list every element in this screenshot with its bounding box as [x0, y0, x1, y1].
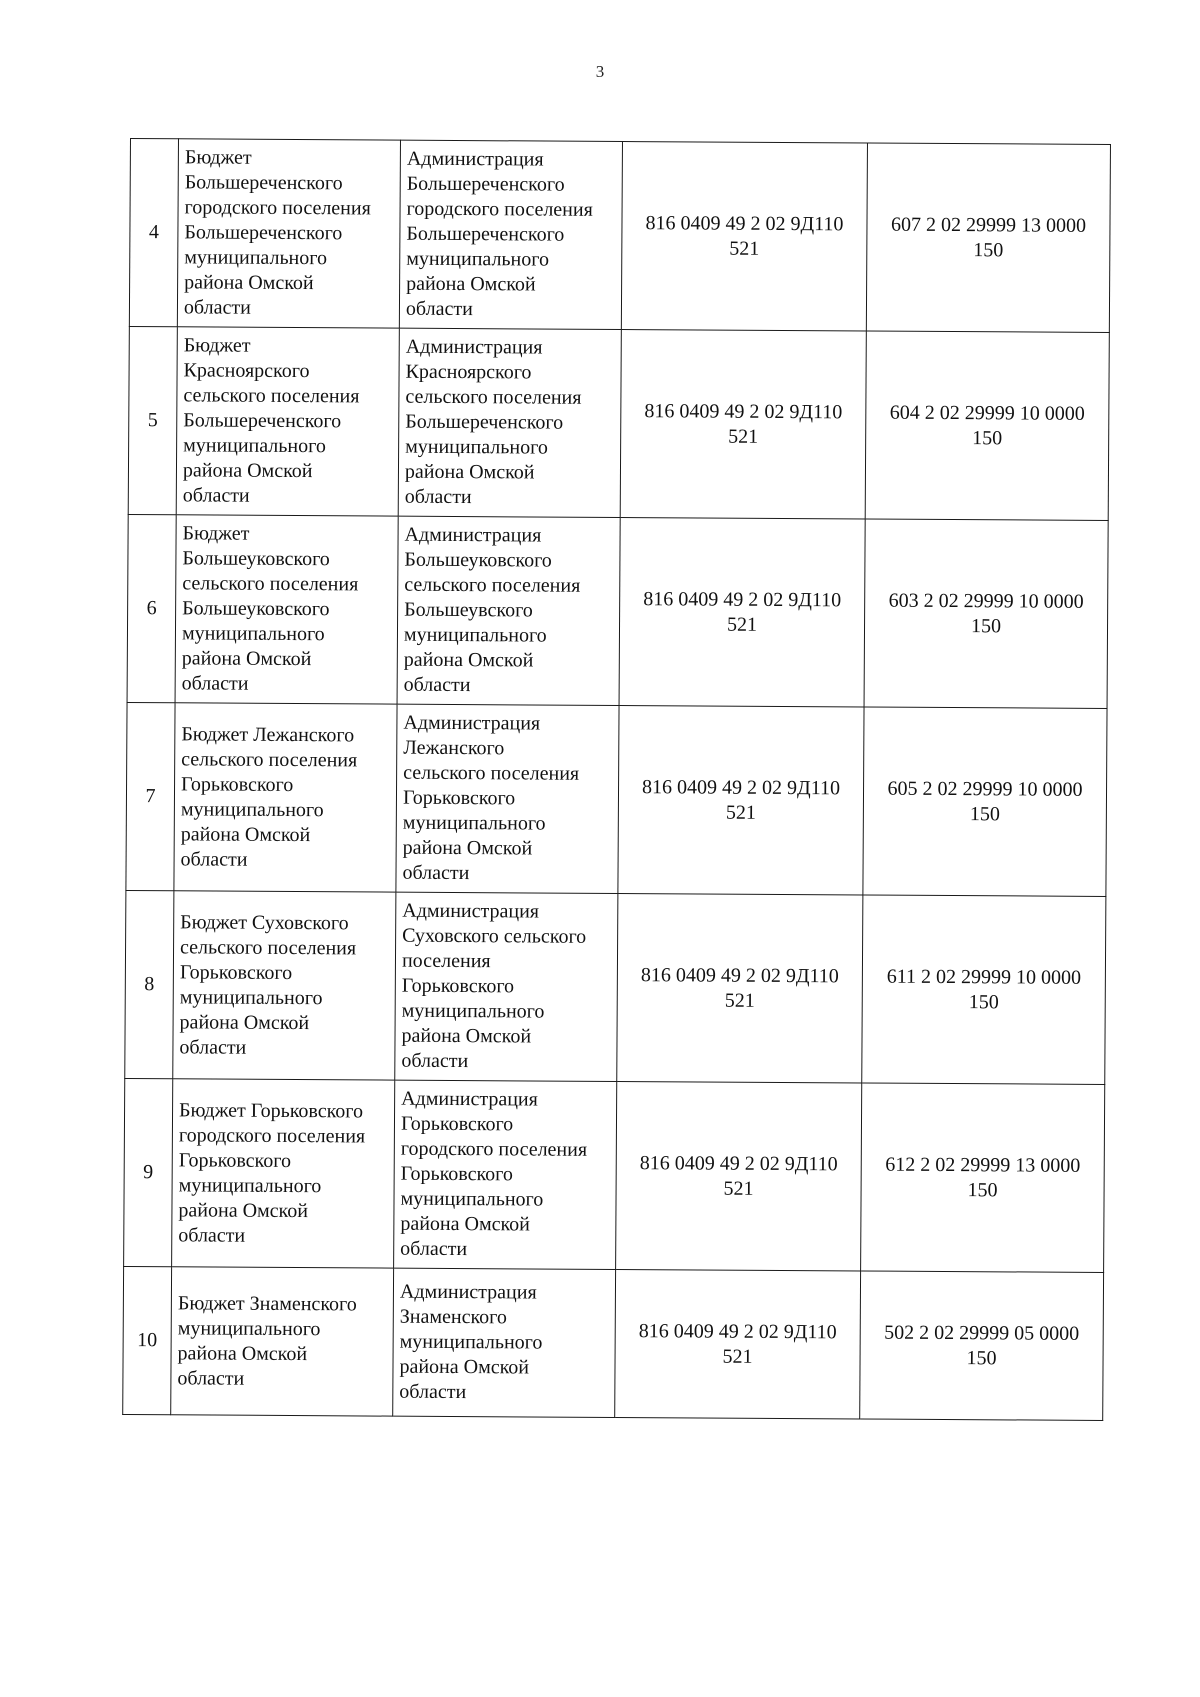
table-row [123, 1266, 1104, 1420]
expense-code-cell [618, 705, 864, 894]
budget-name-cell [173, 891, 396, 1080]
budget-name: Бюджет Большеуковского сельского поселения Большеуковского муниципального района Омской области [181, 522, 359, 695]
administrator-name: Администрация Большереченского городского поселения Большереченского муниципального района Омской области [405, 147, 593, 321]
expense-code: 816 0409 49 2 02 9Д110 521 [643, 587, 842, 636]
table-row [127, 514, 1108, 708]
expense-code: 816 0409 49 2 02 9Д110 521 [639, 1151, 838, 1200]
budget-name-cell [171, 1267, 394, 1416]
budget-name: Бюджет Большереченского городского поселения Большереченского муниципального района Омской области [183, 146, 371, 319]
budget-name: Бюджет Знаменского муниципального района Омской области [177, 1291, 357, 1390]
budget-name-cell [177, 139, 400, 328]
row-number: 9 [124, 1078, 173, 1266]
revenue-code: 603 2 02 29999 10 0000 150 [888, 589, 1084, 637]
revenue-code-cell [864, 519, 1108, 708]
budget-name: Бюджет Суховского сельского поселения Горьковского муниципального района Омской области [179, 910, 357, 1059]
expense-code-cell [621, 142, 867, 331]
expense-code: 816 0409 49 2 02 9Д110 521 [638, 1319, 837, 1368]
expense-code-cell [616, 1081, 862, 1270]
revenue-code: 605 2 02 29999 10 0000 150 [887, 777, 1083, 825]
page-number: 3 [595, 62, 605, 81]
administrator-name: Администрация Горьковского городского поселения Горьковского муниципального района Омской области [400, 1087, 588, 1261]
row-number: 10 [123, 1266, 172, 1414]
expense-code: 816 0409 49 2 02 9Д110 521 [644, 399, 843, 448]
budget-name-cell [174, 703, 397, 892]
administrator-name: Администрация Большеуковского сельского поселения Большеувского муниципального района Омской области [403, 523, 581, 697]
table-row [124, 1078, 1105, 1272]
administrator-cell [393, 1268, 616, 1417]
revenue-code-cell [866, 143, 1110, 332]
revenue-code: 607 2 02 29999 13 0000 150 [890, 213, 1087, 261]
table-row [128, 326, 1109, 520]
budget-transfer-table [122, 138, 1111, 1421]
administrator-cell [397, 516, 620, 705]
expense-code-cell [620, 330, 866, 519]
expense-code-cell [617, 893, 863, 1082]
administrator-cell [394, 1080, 617, 1269]
expense-code-cell [619, 518, 865, 707]
row-number: 7 [126, 702, 175, 890]
budget-name-cell [175, 515, 398, 704]
administrator-cell [398, 328, 621, 517]
budget-name: Бюджет Лежанского сельского поселения Горьковского муниципального района Омской области [180, 722, 358, 871]
table-row [125, 890, 1106, 1084]
revenue-code-cell [862, 895, 1106, 1084]
row-number: 8 [125, 890, 174, 1078]
revenue-code: 604 2 02 29999 10 0000 150 [889, 401, 1085, 449]
administrator-cell [395, 892, 618, 1081]
table-row [126, 702, 1107, 896]
table-row [129, 139, 1110, 333]
revenue-code: 612 2 02 29999 13 0000 150 [885, 1153, 1081, 1201]
revenue-code: 502 2 02 29999 05 0000 150 [884, 1321, 1080, 1369]
budget-name: Бюджет Красноярского сельского поселения Большереченского муниципального района Омской области [182, 334, 360, 507]
administrator-name: Администрация Суховского сельского поселения Горьковского муниципального района Омской области [401, 899, 587, 1073]
revenue-code-cell [861, 1083, 1105, 1272]
expense-code: 816 0409 49 2 02 9Д110 521 [642, 775, 841, 824]
administrator-name: Администрация Лежанского сельского поселения Горьковского муниципального района Омской области [402, 711, 580, 885]
row-number: 4 [129, 139, 178, 327]
budget-name-cell [172, 1079, 395, 1268]
budget-name-cell [176, 327, 399, 516]
administrator-name: Администрация Знаменского муниципального района Омской области [399, 1280, 543, 1404]
expense-code-cell [615, 1269, 861, 1418]
row-number: 5 [128, 326, 177, 514]
revenue-code-cell [863, 707, 1107, 896]
revenue-code-cell [865, 331, 1109, 520]
administrator-name: Администрация Красноярского сельского поселения Большереченского муниципального района Омской области [404, 335, 582, 509]
administrator-cell [399, 140, 622, 329]
revenue-code-cell [860, 1271, 1104, 1420]
expense-code: 816 0409 49 2 02 9Д110 521 [645, 211, 844, 260]
revenue-code: 611 2 02 29999 10 0000 150 [886, 965, 1082, 1013]
administrator-cell [396, 704, 619, 893]
row-number: 6 [127, 514, 176, 702]
budget-name: Бюджет Горьковского городского поселения Горьковского муниципального района Омской области [178, 1098, 366, 1247]
expense-code: 816 0409 49 2 02 9Д110 521 [640, 963, 839, 1012]
